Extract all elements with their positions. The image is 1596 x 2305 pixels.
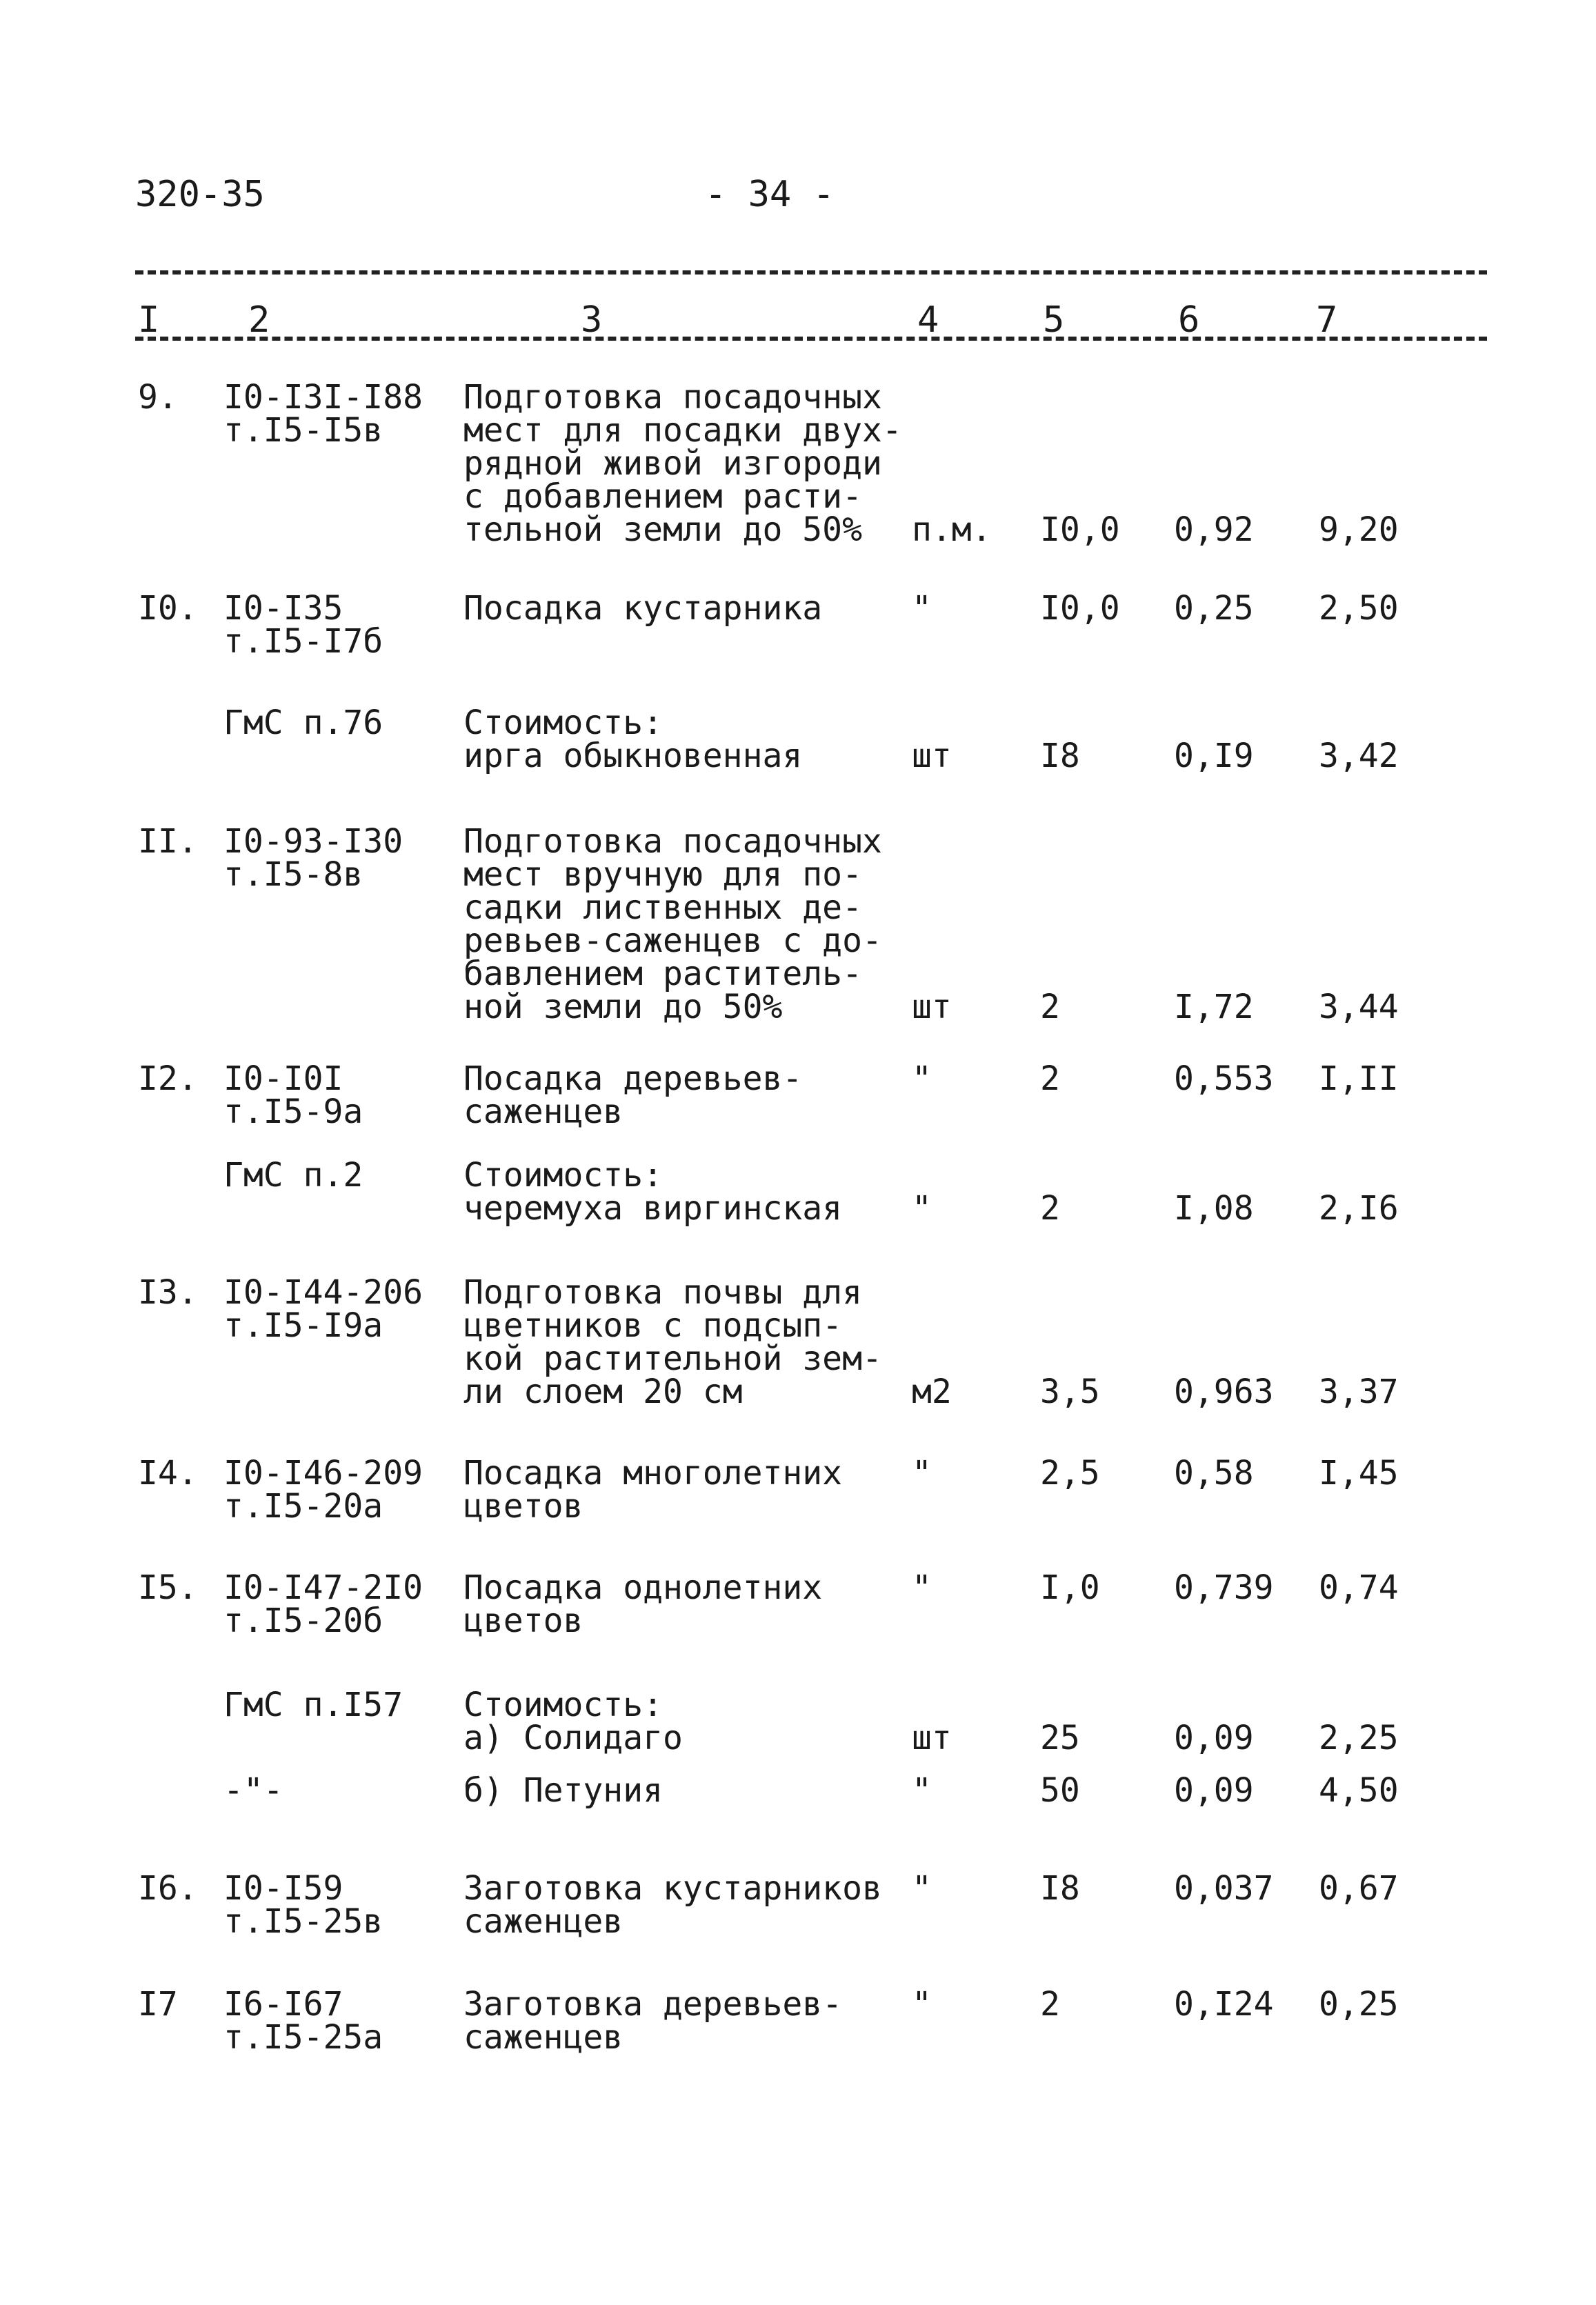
row-number: I6. xyxy=(138,1869,198,1908)
norm-code: I0-I46-209 т.I5-20а xyxy=(223,1454,423,1526)
work-description: Стоимость: ирга обыкновенная xyxy=(463,704,803,775)
quantity: 2 xyxy=(1040,988,1060,1026)
total-cost: 0,25 xyxy=(1319,1985,1399,2024)
quantity: I0,0 xyxy=(1040,589,1120,628)
norm-code: I0-I59 т.I5-25в xyxy=(223,1869,383,1941)
unit-of-measure: " xyxy=(912,1568,932,1607)
row-number: I5. xyxy=(138,1568,198,1607)
work-description: Посадка однолетних цветов xyxy=(463,1568,823,1640)
total-cost: 4,50 xyxy=(1319,1771,1399,1810)
quantity: I0,0 xyxy=(1040,510,1120,549)
unit-price: 0,739 xyxy=(1174,1568,1274,1607)
unit-price: 0,553 xyxy=(1174,1059,1274,1098)
total-cost: 3,37 xyxy=(1319,1373,1399,1411)
unit-of-measure: м2 xyxy=(912,1373,952,1411)
quantity: 50 xyxy=(1040,1771,1080,1810)
norm-code: I6-I67 т.I5-25а xyxy=(223,1985,383,2057)
work-description: б) Петуния xyxy=(463,1771,663,1810)
col-header-1: I xyxy=(138,299,160,341)
norm-code: -"- xyxy=(223,1771,283,1810)
norm-code: ГмС п.2 xyxy=(223,1156,363,1195)
row-number: 9. xyxy=(138,378,178,417)
quantity: I8 xyxy=(1040,1869,1080,1908)
col-header-4: 4 xyxy=(917,299,939,341)
work-description: Заготовка деревьев- саженцев xyxy=(463,1985,843,2057)
quantity: 2 xyxy=(1040,1985,1060,2024)
total-cost: 3,42 xyxy=(1319,737,1399,775)
row-number: II. xyxy=(138,822,198,861)
norm-code: I0-I0I т.I5-9а xyxy=(223,1059,363,1131)
work-description: Посадка многолетних цветов xyxy=(463,1454,843,1526)
quantity: 25 xyxy=(1040,1719,1080,1757)
norm-code: I0-I47-2I0 т.I5-20б xyxy=(223,1568,423,1640)
row-number: I3. xyxy=(138,1273,198,1312)
total-cost: I,45 xyxy=(1319,1454,1399,1493)
col-header-6: 6 xyxy=(1178,299,1200,341)
norm-code: I0-93-I30 т.I5-8в xyxy=(223,822,403,894)
unit-price: I,72 xyxy=(1174,988,1254,1026)
top-dashed-rule xyxy=(135,270,1487,275)
row-number: I0. xyxy=(138,589,198,628)
quantity: I,0 xyxy=(1040,1568,1100,1607)
unit-of-measure: " xyxy=(912,1059,932,1098)
row-number: I2. xyxy=(138,1059,198,1098)
unit-of-measure: шт xyxy=(912,988,952,1026)
unit-price: 0,I9 xyxy=(1174,737,1254,775)
total-cost: 2,I6 xyxy=(1319,1189,1399,1228)
unit-of-measure: шт xyxy=(912,1719,952,1757)
document-number: 320-35 xyxy=(135,174,265,215)
unit-of-measure: " xyxy=(912,589,932,628)
unit-price: 0,09 xyxy=(1174,1771,1254,1810)
header-dashed-rule xyxy=(135,337,1487,341)
row-number: I7 xyxy=(138,1985,178,2024)
work-description: Стоимость: а) Солидаго xyxy=(463,1686,683,1757)
row-number: I4. xyxy=(138,1454,198,1493)
unit-price: 0,037 xyxy=(1174,1869,1274,1908)
col-header-5: 5 xyxy=(1043,299,1065,341)
total-cost: 2,50 xyxy=(1319,589,1399,628)
unit-of-measure: " xyxy=(912,1189,932,1228)
work-description: Посадка деревьев- саженцев xyxy=(463,1059,803,1131)
work-description: Подготовка посадочных мест вручную для по- садки лиственных де- ревьев-саженцев с до- бавлением раститель- ной земли до 50% xyxy=(463,822,882,1026)
total-cost: 3,44 xyxy=(1319,988,1399,1026)
unit-of-measure: " xyxy=(912,1771,932,1810)
total-cost: 0,67 xyxy=(1319,1869,1399,1908)
unit-of-measure: " xyxy=(912,1869,932,1908)
work-description: Стоимость: черемуха виргинская xyxy=(463,1156,843,1228)
unit-price: 0,25 xyxy=(1174,589,1254,628)
work-description: Подготовка посадочных мест для посадки двух- рядной живой изгороди с добавлением расти- тельной земли до 50% xyxy=(463,378,902,549)
unit-of-measure: " xyxy=(912,1454,932,1493)
norm-code: ГмС п.76 xyxy=(223,704,383,742)
page-number: - 34 - xyxy=(705,174,835,215)
unit-of-measure: шт xyxy=(912,737,952,775)
col-header-2: 2 xyxy=(248,299,270,341)
quantity: 2,5 xyxy=(1040,1454,1100,1493)
unit-price: 0,963 xyxy=(1174,1373,1274,1411)
quantity: I8 xyxy=(1040,737,1080,775)
unit-price: I,08 xyxy=(1174,1189,1254,1228)
col-header-3: 3 xyxy=(581,299,603,341)
norm-code: I0-I3I-I88 т.I5-I5в xyxy=(223,378,423,450)
quantity: 3,5 xyxy=(1040,1373,1100,1411)
quantity: 2 xyxy=(1040,1059,1060,1098)
quantity: 2 xyxy=(1040,1189,1060,1228)
norm-code: ГмС п.I57 xyxy=(223,1686,403,1724)
unit-price: 0,58 xyxy=(1174,1454,1254,1493)
total-cost: 9,20 xyxy=(1319,510,1399,549)
unit-price: 0,I24 xyxy=(1174,1985,1274,2024)
unit-of-measure: п.м. xyxy=(912,510,992,549)
norm-code: I0-I35 т.I5-I7б xyxy=(223,589,383,661)
work-description: Подготовка почвы для цветников с подсып- кой растительной зем- ли слоем 20 см xyxy=(463,1273,882,1411)
total-cost: 2,25 xyxy=(1319,1719,1399,1757)
work-description: Заготовка кустарников саженцев xyxy=(463,1869,882,1941)
total-cost: I,II xyxy=(1319,1059,1399,1098)
work-description: Посадка кустарника xyxy=(463,589,823,628)
unit-of-measure: " xyxy=(912,1985,932,2024)
norm-code: I0-I44-206 т.I5-I9а xyxy=(223,1273,423,1345)
col-header-7: 7 xyxy=(1316,299,1338,341)
total-cost: 0,74 xyxy=(1319,1568,1399,1607)
unit-price: 0,09 xyxy=(1174,1719,1254,1757)
unit-price: 0,92 xyxy=(1174,510,1254,549)
